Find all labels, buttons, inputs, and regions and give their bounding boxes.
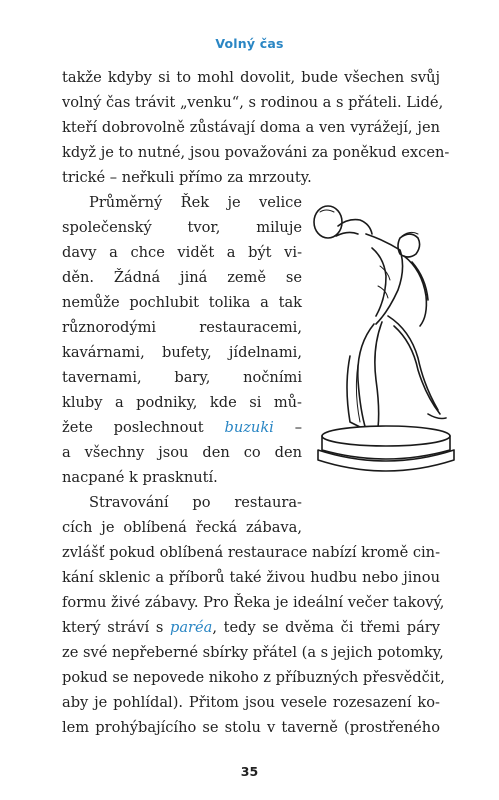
running-head: Volný čas <box>215 36 284 51</box>
text-line: když je to nutné, jsou považováni za poněkud excen- <box>62 144 450 161</box>
text-line: trické – neřkuli přímo za mrzouty. <box>62 169 312 186</box>
text-line: davy a chce vidět a být vi- <box>62 244 302 261</box>
discus-thrower-statue-icon <box>308 196 458 478</box>
text-line: nacpané k prasknutí. <box>62 469 218 486</box>
text-line: různorodými restauracemi, <box>62 319 302 336</box>
text-span: , tedy se dvěma či třemi páry <box>212 619 441 636</box>
text-line: kluby a podniky, kde si mů- <box>62 394 302 411</box>
text-line: lem prohýbajícího se stolu v taverně (prostřeného <box>62 719 440 736</box>
text-line: volný čas trávit „venku“, s rodinou a s přáteli. Lidé, <box>62 94 444 111</box>
text-line: společenský tvor, miluje <box>62 219 302 236</box>
text-line: takže kdyby si to mohl dovolit, bude všechen svůj <box>62 69 440 86</box>
text-line: a všechny jsou den co den <box>62 444 302 461</box>
text-line: děn. Žádná jiná země se <box>62 269 302 286</box>
text-line: kteří dobrovolně zůstávají doma a ven vyrážejí, jen <box>62 119 440 136</box>
text-line: formu živé zábavy. Pro Řeka je ideální večer takový, <box>62 594 445 611</box>
text-line: cích je oblíbená řecká zábava, <box>62 519 302 536</box>
text-line: kání sklenic a příborů také živou hudbu nebo jinou <box>62 569 440 586</box>
emphasis-term: paréa <box>170 619 213 636</box>
text-span: který stráví s <box>62 619 164 636</box>
text-line <box>62 416 302 440</box>
text-line: aby je pohlídal). Přitom jsou vesele rozesazení ko- <box>62 694 440 711</box>
text-span: žete poslechnout <box>62 419 204 436</box>
text-line: zvlášť pokud oblíbená restaurace nabízí kromě cin- <box>62 544 441 561</box>
text-line: ze své nepřeberné sbírky přátel (a s jejich potomky, <box>62 644 444 661</box>
text-line: kavárnami, bufety, jídelnami, <box>62 344 302 361</box>
page-number: 35 <box>240 764 259 779</box>
text-line: tavernami, bary, nočními <box>62 369 302 386</box>
text-span: – <box>294 419 302 436</box>
text-line: nemůže pochlubit tolika a tak <box>62 294 302 311</box>
text-line: Stravování po restaura- <box>89 494 302 511</box>
text-line: pokud se nepovede nikoho z příbuzných přesvědčit, <box>62 669 445 686</box>
emphasis-term: buzuki <box>224 419 274 436</box>
text-line: Průměrný Řek je velice <box>89 194 302 211</box>
text-line <box>62 616 440 640</box>
